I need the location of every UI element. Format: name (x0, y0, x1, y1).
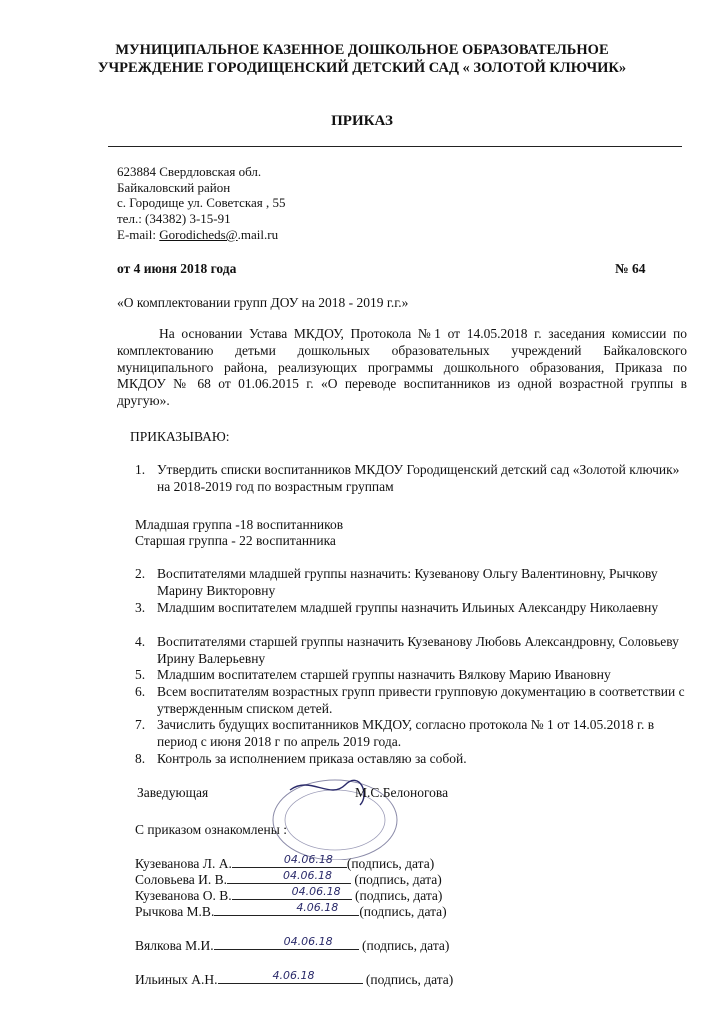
handwritten-date: 4.06.18 (272, 969, 315, 982)
org-name-line2: УЧРЕЖДЕНИЕ ГОРОДИЩЕНСКИЙ ДЕТСКИЙ САД « ЗОЛОТОЙ КЛЮЧИК» (97, 60, 627, 76)
item-text: Всем воспитателям возрастных групп привести групповую документацию в соответствии с утвержденным списком детей. (157, 684, 685, 716)
item-number: 6. (135, 684, 146, 699)
ack-name: Рычкова М.В. (135, 904, 215, 919)
order-date: от 4 июня 2018 года (117, 261, 237, 276)
list-item (135, 566, 690, 598)
signature-line[interactable] (227, 869, 351, 884)
phone: тел.: (34382) 3-15-91 (117, 211, 231, 226)
handwritten-date: 04.06.18 (283, 869, 333, 882)
item-text: Воспитателями младшей группы назначить: Кузеванову Ольгу Валентиновну, Рычкову Марину Викторовну (157, 566, 658, 598)
email (117, 227, 278, 243)
list-item (135, 462, 690, 494)
email-link[interactable]: Gorodicheds@ (159, 227, 238, 242)
signature-line[interactable] (214, 935, 359, 950)
order-subject: «О комплектовании групп ДОУ на 2018 - 2019 г.г.» (117, 295, 409, 310)
ack-name: Кузеванова Л. А. (135, 856, 232, 871)
list-item (135, 684, 690, 716)
stamp-seal (250, 770, 400, 860)
decree-heading: ПРИКАЗЫВАЮ: (130, 429, 230, 444)
item-text: Утвердить списки воспитанников МКДОУ Городищенский детский сад «Золотой ключик» на 2018-2019 год по возрастным группам (157, 462, 680, 494)
ack-note: (подпись, дата) (351, 872, 442, 887)
group-senior: Старшая группа - 22 воспитанника (135, 533, 336, 548)
handwritten-date: 04.06.18 (291, 885, 341, 898)
header-divider (108, 146, 682, 147)
signature-line[interactable] (214, 901, 359, 916)
address-line2: Байкаловский район (117, 180, 231, 195)
ack-row (135, 901, 447, 920)
signature-line[interactable] (232, 853, 347, 868)
ack-name: Ильиных А.Н. (135, 972, 218, 987)
item-number: 8. (135, 751, 146, 766)
item-number: 5. (135, 667, 146, 682)
signature-line[interactable] (218, 969, 363, 984)
item-number: 4. (135, 634, 146, 649)
item-number: 1. (135, 462, 146, 477)
list-item (135, 717, 690, 749)
item-text: Воспитателями старшей группы назначить Кузеванову Любовь Александровну, Соловьеву Ирину Валерьевну (157, 634, 679, 666)
address-line1: 623884 Свердловская обл. (117, 164, 262, 179)
address-line3: с. Городище ул. Советская , 55 (117, 195, 286, 210)
handwritten-date: 04.06.18 (283, 935, 333, 948)
item-number: 3. (135, 600, 146, 615)
order-basis: На основании Устава МКДОУ, Протокола №1 от 14.05.2018 г. заседания комиссии по комплектованию детьми дошкольных образовательных учреждений Байкаловского муниципального района, реализующих программы дошкольного образования, Приказа по МКДОУ № 68 от 01.06.2015 г. «О переводе воспитанников из одной возрастной группы в другую». (117, 326, 687, 409)
signature-line[interactable] (232, 885, 352, 900)
ack-name: Вялкова М.И. (135, 938, 214, 953)
ack-note: (подпись, дата) (358, 938, 450, 953)
ack-note: (подпись, дата) (362, 972, 454, 987)
list-item (135, 751, 690, 768)
ack-row (135, 969, 453, 988)
list-item (135, 634, 690, 666)
email-domain: .mail.ru (237, 227, 279, 242)
signatory-name: М.С.Белоногова (355, 785, 449, 800)
list-item (135, 667, 690, 684)
ack-note: (подпись, дата) (351, 888, 443, 903)
order-number: № 64 (615, 261, 646, 276)
ack-name: Соловьева И. В. (135, 872, 228, 887)
list-item (135, 600, 690, 617)
item-text: Младшим воспитателем старшей группы назначить Вялкову Марию Ивановну (157, 667, 611, 682)
item-number: 2. (135, 566, 146, 581)
email-prefix: E-mail: (117, 227, 160, 242)
handwritten-date: 04.06.18 (283, 853, 333, 866)
item-text: Младшим воспитателем младшей группы назначить Ильиных Александру Николаевну (157, 600, 659, 615)
group-junior: Младшая группа -18 воспитанников (135, 517, 344, 532)
item-number: 7. (135, 717, 146, 732)
org-name-line1: МУНИЦИПАЛЬНОЕ КАЗЕННОЕ ДОШКОЛЬНОЕ ОБРАЗОВАТЕЛЬНОЕ (115, 42, 609, 58)
document-title: ПРИКАЗ (331, 113, 393, 129)
acknowledged-intro: С приказом ознакомлены : (135, 822, 287, 837)
item-text: Контроль за исполнением приказа оставляю за собой. (157, 751, 467, 766)
ack-note: (подпись, дата) (359, 904, 447, 919)
handwritten-date: 4.06.18 (296, 901, 339, 914)
item-text: Зачислить будущих воспитанников МКДОУ, согласно протокола № 1 от 14.05.2018 г. в период с июня 2018 г по апрель 2019 года. (157, 717, 655, 749)
signatory-position: Заведующая (137, 785, 209, 800)
ack-note: (подпись, дата) (346, 856, 435, 871)
ack-row (135, 935, 449, 954)
ack-name: Кузеванова О. В. (135, 888, 232, 903)
